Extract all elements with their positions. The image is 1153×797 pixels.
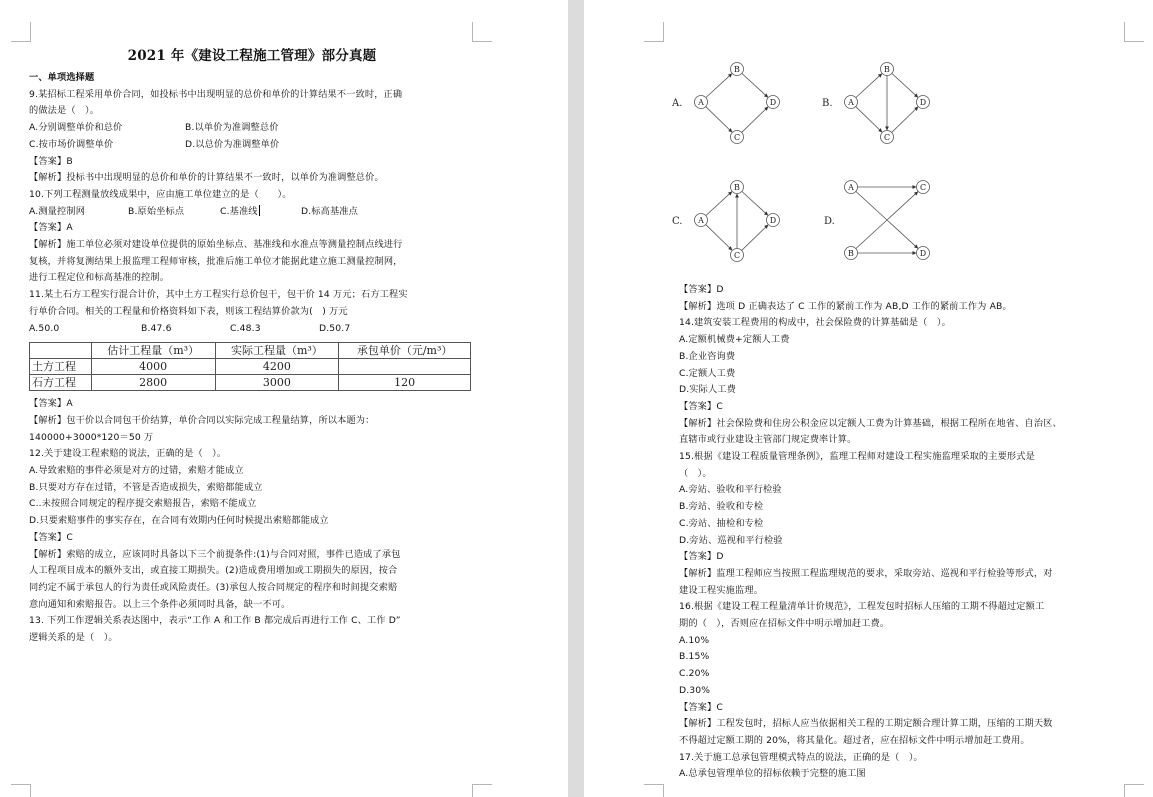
analysis: 【解析】工程发包时，招标人应当依据相关工程的工期定额合理计算工期，压缩的工期天数 [679, 718, 1053, 730]
analysis: 进行工程定位和标高基准的控制。 [29, 272, 170, 284]
diagram-option-d [810, 174, 960, 264]
option-row [29, 204, 475, 221]
diagram-node-label: B [884, 64, 890, 74]
margin-corner-mark [1124, 22, 1144, 42]
text-column-right[interactable] [672, 42, 1062, 783]
table-row [30, 359, 471, 375]
diagram-option-label: C. [672, 216, 683, 227]
question-stem: 17.关于施工总承包管理模式特点的说法，正确的是（ ）。 [679, 751, 923, 763]
analysis: 【解析】施工单位必须对建设单位提供的原始坐标点、基准线和水准点等测量控制点线进行 [29, 239, 403, 251]
diagram-node-label: C [733, 132, 741, 142]
diagram-node-label: C [883, 132, 891, 142]
document-page-right [584, 0, 1153, 797]
option: A.定额机械费+定额人工费 [679, 334, 790, 346]
table-cell: 石方工程 [30, 375, 92, 391]
answer: 【答案】C [29, 531, 73, 543]
question-stem: 13. 下列工作逻辑关系表达图中，表示“工作 A 和工作 B 都完成后再进行工作 C、工作 D” [29, 615, 401, 627]
table-cell: 120 [339, 375, 471, 391]
option: C.定额人工费 [679, 367, 736, 379]
margin-corner-mark [472, 22, 492, 42]
table-cell: 4000 [91, 359, 215, 375]
analysis: 【解析】监理工程师应当按照工程监理规范的要求，采取旁站、巡视和平行检验等形式，对 [679, 567, 1053, 579]
margin-corner-mark [644, 784, 664, 797]
margin-corner-mark [1124, 784, 1144, 797]
answer: 【答案】B [29, 155, 73, 167]
option: D.实际人工费 [679, 384, 736, 396]
option: D.50.7 [319, 322, 351, 334]
question-stem: 11.某土石方工程实行混合计价，其中土方工程实行总价包干，包干价 14 万元；石方工程实 [29, 289, 408, 301]
diagram-node-label: A [698, 97, 704, 107]
option: A.旁站、验收和平行检验 [679, 484, 782, 496]
diagram-b-svg [810, 56, 960, 146]
option: C..未按照合同规定的程序提交索赔报告，索赔不能成立 [29, 498, 257, 510]
margin-corner-mark [472, 784, 492, 797]
diagram-option-b [810, 56, 960, 146]
diagram-a-svg [660, 56, 810, 146]
diagram-node-label: D [769, 215, 777, 225]
table-row [30, 375, 471, 391]
diagram-option-label: D. [824, 216, 835, 227]
option: C.旁站、抽检和专检 [679, 517, 764, 529]
diagram-node-label: A [698, 215, 704, 225]
option-with-cursor[interactable] [220, 204, 301, 221]
diagram-d-svg [810, 174, 960, 264]
answer: 【答案】C [679, 400, 723, 412]
quantity-price-table [29, 342, 471, 391]
analysis: 【解析】社会保险费和住房公积金应以定额人工费为计算基础，根据工程所在地省、自治区、 [679, 417, 1062, 429]
margin-corner-mark [11, 784, 31, 797]
diagram-option-c [660, 174, 810, 264]
diagram-edge-C-D [892, 107, 918, 133]
diagram-edge-A-B [706, 74, 732, 98]
diagram-edge-A-C [706, 107, 732, 133]
document-title: 2021 年《建设工程施工管理》部分真题 [127, 48, 377, 64]
diagram-node-label: B [848, 248, 854, 258]
analysis: 【解析】包干价以合同包干价结算，单价合同以实际完成工程量结算，所以本题为： [29, 414, 375, 426]
option: A.测量控制网 [29, 205, 86, 217]
answer: 【答案】C [679, 701, 723, 713]
diagram-edge-B-D [892, 73, 918, 97]
diagram-edge-A-C [706, 225, 732, 251]
analysis: 人工程项目成本的额外支出，或直接工期损失。(2)造成费用增加或工期损失的原因，按合 [29, 565, 398, 577]
diagram-node-label: B [734, 182, 740, 192]
option: B.企业咨询费 [679, 350, 736, 362]
diagram-edge-C-D [742, 107, 768, 133]
diagram-option-a [660, 56, 810, 146]
option-row [29, 321, 475, 338]
option: A.50.0 [29, 322, 60, 334]
option: B.15% [679, 651, 710, 663]
margin-corner-mark [11, 22, 31, 42]
diagram-node-label: B [734, 64, 740, 74]
diagram-edge-C-D [742, 225, 768, 251]
option: A.分别调整单价和总价 [29, 122, 123, 134]
analysis: 【解析】选项 D 正确表达了 C 工作的紧前工作为 AB,D 工作的紧前工作为 AB。 [679, 300, 1012, 312]
section-heading: 一、单项选择题 [29, 72, 95, 83]
diagram-node-label: C [733, 250, 741, 260]
analysis: 复核，并将复测结果上报监理工程师审核，批准后施工单位才能据此建立施工测量控制网， [29, 255, 403, 267]
diagram-node-label: D [919, 248, 927, 258]
option: C.48.3 [230, 322, 261, 334]
option: D.标高基准点 [301, 205, 358, 217]
page-gutter [568, 0, 584, 797]
analysis: 【解析】投标书中出现明显的总价和单价的计算结果不一致时，以单价为准调整总价。 [29, 172, 384, 184]
table-cell [339, 359, 471, 375]
option: B.只要对方存在过错，不管是否造成损失，索赔都能成立 [29, 481, 263, 493]
option: D.只要索赔事件的事实存在，在合同有效期内任何时候提出索赔都能成立 [29, 515, 329, 527]
diagram-node-label: A [848, 97, 854, 107]
diagram-node-label: C [919, 182, 927, 192]
question-stem: 10.下列工程测量放线成果中，应由施工单位建立的是（ ）。 [29, 188, 292, 200]
text-column-left[interactable] [29, 46, 475, 647]
table-header-row [30, 343, 471, 359]
diagram-option-label: B. [822, 98, 833, 109]
diagram-edge-A-C [856, 107, 882, 133]
question-stem: 9.某招标工程采用单价合同，如投标书中出现明显的总价和单价的计算结果不一致时，正确 [29, 88, 403, 100]
answer: 【答案】A [29, 398, 73, 410]
option: C.按市场价调整单价 [29, 138, 114, 150]
diagram-node-label: D [769, 97, 777, 107]
answer: 【答案】D [679, 284, 724, 295]
option: C.20% [679, 668, 710, 680]
option: B.以单价为准调整总价 [185, 122, 279, 134]
table-cell: 3000 [215, 375, 339, 391]
answer: 【答案】A [29, 222, 73, 234]
diagram-edge-A-B [706, 192, 732, 216]
question-stem: 行单价合同。相关的工程量和价格资料如下表，则该工程结算价款为( ) 万元 [29, 305, 348, 317]
diagram-edge-A-B [856, 74, 882, 98]
option-row [29, 137, 475, 154]
table-header-cell: 承包单价（元/m³） [339, 343, 471, 359]
analysis: 建设工程实施监理。 [679, 584, 764, 596]
logic-diagrams [660, 56, 1059, 282]
analysis: 【解析】索赔的成立，应该同时具备以下三个前提条件:(1)与合同对照，事件已造成了承包 [29, 548, 401, 560]
option: D.30% [679, 684, 711, 696]
margin-corner-mark [644, 22, 664, 42]
analysis: 不得超过定额工期的 20%，将其量化。超过者，应在招标文件中明示增加赶工费用。 [679, 734, 1030, 746]
option: D.以总价为准调整单价 [185, 138, 280, 150]
diagram-node-label: D [919, 97, 927, 107]
question-stem: 16.根据《建设工程工程量清单计价规范》，工程发包时招标人压缩的工期不得超过定额工 [679, 601, 1045, 613]
diagram-option-label: A. [672, 98, 683, 109]
table-header-cell: 估计工程量（m³） [91, 343, 215, 359]
option: A.导致索赔的事件必须是对方的过错，索赔才能成立 [29, 465, 244, 477]
question-stem: 的做法是（ ）。 [29, 105, 100, 117]
document-page-left [0, 0, 568, 797]
diagram-edge-B-D [742, 191, 768, 215]
analysis: 同约定不属于承包人的行为责任或风险责任。(3)承包人按合同规定的程序和时间提交索赔 [29, 581, 398, 593]
diagram-c-svg [660, 174, 810, 264]
table-cell: 4200 [215, 359, 339, 375]
question-stem: 期的（ ），否则应在招标文件中明示增加赶工费。 [679, 618, 890, 630]
option: B.原始坐标点 [128, 205, 185, 217]
question-stem: 逻辑关系的是（ ）。 [29, 632, 118, 644]
question-stem: （ ）。 [679, 467, 712, 479]
question-stem: 12.关于建设工程索赔的说法，正确的是（ ）。 [29, 448, 227, 460]
analysis: 直辖市或行业建设主管部门规定费率计算。 [679, 434, 857, 446]
question-stem: 15.根据《建设工程质量管理条例》，监理工程师对建设工程实施监理采取的主要形式是 [679, 451, 1035, 463]
answer: 【答案】D [679, 551, 724, 563]
table-cell: 2800 [91, 375, 215, 391]
analysis: 意向通知和索赔报告。以上三个条件必须同时具备，缺一不可。 [29, 598, 291, 610]
diagram-node-label: A [848, 182, 854, 192]
question-stem: 14.建筑安装工程费用的构成中，社会保险费的计算基础是（ ）。 [679, 317, 951, 329]
option-row [29, 120, 475, 137]
table-header-cell [30, 343, 92, 359]
option: B.47.6 [141, 322, 172, 334]
text-cursor [259, 205, 261, 216]
analysis: 140000+3000*120＝50 万 [29, 431, 154, 443]
diagram-edge-B-D [742, 73, 768, 97]
option: D.旁站、巡视和平行检验 [679, 534, 783, 546]
option: B.旁站、验收和专检 [679, 501, 764, 513]
option: C.基准线 [220, 205, 258, 217]
table-cell: 土方工程 [30, 359, 92, 375]
table-header-cell: 实际工程量（m³） [215, 343, 339, 359]
option: A.10% [679, 634, 710, 646]
option: A.总承包管理单位的招标依赖于完整的施工图 [679, 768, 866, 780]
